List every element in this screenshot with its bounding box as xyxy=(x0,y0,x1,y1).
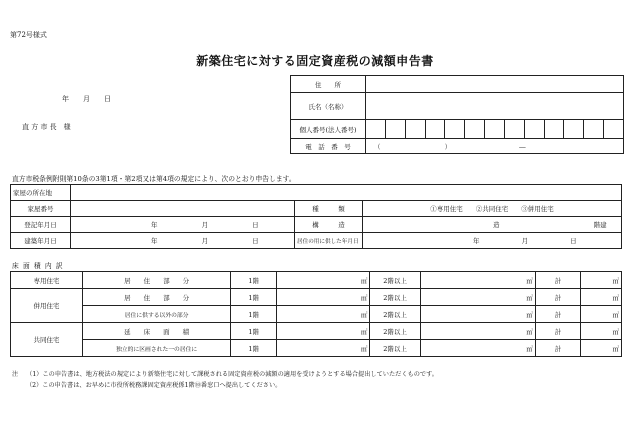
first-floor-area[interactable] xyxy=(276,323,369,340)
second-floor-area[interactable] xyxy=(420,272,535,289)
kind-options[interactable]: ①専用住宅 ②共同住宅 ③併用住宅 xyxy=(363,201,622,217)
unit: ㎡ xyxy=(612,310,619,319)
note-2: （2）この申告書は、お早めに市役所税務課固定資産税係1階⑩番窓口へ提出してください。 xyxy=(26,382,282,389)
build-date-field[interactable] xyxy=(71,233,295,249)
structure-suffix: 造 xyxy=(493,221,500,229)
structure-field[interactable] xyxy=(363,217,622,233)
unit: ㎡ xyxy=(526,310,533,319)
name-field[interactable] xyxy=(366,93,624,120)
note-1-text: （1）この申告書は、地方税法の規定により新築住宅に対して課税される固定資産税の減額の適用を受けようとする場合提出していただくものです。 xyxy=(26,371,438,378)
floors-suffix: 階建 xyxy=(593,221,607,229)
total-label: 計 xyxy=(535,340,581,357)
first-floor-label: 1階 xyxy=(231,306,277,323)
residence-date-label: 居住の用に供した年月日 xyxy=(295,233,363,249)
total-area[interactable] xyxy=(581,306,622,323)
mixed-label: 併用住宅 xyxy=(11,289,83,323)
unit: ㎡ xyxy=(360,327,368,336)
unit: ㎡ xyxy=(612,327,619,336)
kind-label: 種 類 xyxy=(295,201,363,217)
structure-label: 構 造 xyxy=(295,217,363,233)
unit: ㎡ xyxy=(526,276,533,285)
first-floor-area[interactable] xyxy=(276,306,369,323)
location-label: 家屋の所在地 xyxy=(11,185,71,201)
unit: ㎡ xyxy=(612,344,619,353)
shared-label: 共同住宅 xyxy=(11,323,83,357)
second-floor-label: 2階以上 xyxy=(370,340,420,357)
id-number-field[interactable] xyxy=(366,120,624,139)
unit: ㎡ xyxy=(360,344,368,353)
applicant-table xyxy=(290,75,624,154)
page-title: 新築住宅に対する固定資産税の減額申告書 xyxy=(196,54,434,68)
id-number-boxes xyxy=(366,120,623,138)
residential-part-label: 居 住 部 分 xyxy=(82,272,231,289)
unit: ㎡ xyxy=(526,344,533,353)
floor-area-table xyxy=(10,271,622,357)
reg-year: 年 xyxy=(151,221,158,229)
residence-date-field[interactable] xyxy=(363,233,622,249)
phone-label: 電 話 番 号 xyxy=(291,139,366,154)
total-label: 計 xyxy=(535,272,581,289)
address-label: 住 所 xyxy=(291,76,366,93)
total-area[interactable] xyxy=(581,323,622,340)
first-floor-label: 1階 xyxy=(231,272,277,289)
unit: ㎡ xyxy=(612,293,619,302)
unit: ㎡ xyxy=(526,327,533,336)
build-day: 日 xyxy=(252,237,259,245)
independent-part-label: 独立的に区画された一の居住に xyxy=(82,340,231,357)
statement: 直方市税条例附則第10条の3第1項・第2項又は第4項の規定により、次のとおり申告します。 xyxy=(12,175,296,183)
second-floor-area[interactable] xyxy=(420,306,535,323)
second-floor-area[interactable] xyxy=(420,323,535,340)
build-year: 年 xyxy=(151,237,158,245)
total-area[interactable] xyxy=(581,272,622,289)
house-number-field[interactable] xyxy=(71,201,295,217)
second-floor-area[interactable] xyxy=(420,289,535,306)
note-prefix: 注 xyxy=(12,371,19,378)
unit: ㎡ xyxy=(612,276,619,285)
dedicated-label: 専用住宅 xyxy=(11,272,83,289)
unit: ㎡ xyxy=(360,276,368,285)
total-label: 計 xyxy=(535,289,581,306)
first-floor-area[interactable] xyxy=(276,289,369,306)
res-day: 日 xyxy=(570,237,577,245)
first-floor-area[interactable] xyxy=(276,340,369,357)
total-area[interactable] xyxy=(581,289,622,306)
second-floor-label: 2階以上 xyxy=(370,289,420,306)
second-floor-area[interactable] xyxy=(420,340,535,357)
unit: ㎡ xyxy=(360,293,368,302)
name-label: 氏名（名称） xyxy=(291,93,366,120)
floor-section-label: 床 面 積 内 訳 xyxy=(12,262,64,270)
addressee: 直 方 市 長 様 xyxy=(22,123,71,131)
residential-part-label: 居 住 部 分 xyxy=(82,289,231,306)
res-year: 年 xyxy=(473,237,480,245)
second-floor-label: 2階以上 xyxy=(370,306,420,323)
unit: ㎡ xyxy=(360,310,368,319)
id-number-label: 個人番号(法人番号) xyxy=(291,120,366,139)
total-floor-area-label: 延 床 面 積 xyxy=(82,323,231,340)
total-label: 計 xyxy=(535,323,581,340)
build-month: 月 xyxy=(201,237,209,245)
address-field[interactable] xyxy=(366,76,624,93)
total-label: 計 xyxy=(535,306,581,323)
second-floor-label: 2階以上 xyxy=(370,323,420,340)
first-floor-label: 1階 xyxy=(231,323,277,340)
date-line: 年 月 日 xyxy=(62,95,111,103)
form-number: 第72号様式 xyxy=(10,31,47,39)
total-area[interactable] xyxy=(581,340,622,357)
reg-month: 月 xyxy=(201,221,209,229)
non-residential-part-label: 居住に供する以外の部分 xyxy=(82,306,231,323)
res-month: 月 xyxy=(521,237,529,245)
build-date-label: 建築年月日 xyxy=(11,233,71,249)
second-floor-label: 2階以上 xyxy=(370,272,420,289)
note-1 xyxy=(12,369,438,378)
first-floor-label: 1階 xyxy=(231,289,277,306)
reg-day: 日 xyxy=(252,221,259,229)
registration-date-label: 登記年月日 xyxy=(11,217,71,233)
phone-dash: ― xyxy=(519,142,526,151)
registration-date-field[interactable] xyxy=(71,217,295,233)
house-table xyxy=(10,184,622,249)
phone-field[interactable] xyxy=(366,139,624,154)
first-floor-label: 1階 xyxy=(231,340,277,357)
unit: ㎡ xyxy=(526,293,533,302)
first-floor-area[interactable] xyxy=(276,272,369,289)
location-field[interactable] xyxy=(71,185,622,201)
house-number-label: 家屋番号 xyxy=(11,201,71,217)
phone-paren-open: （ xyxy=(374,142,381,151)
phone-paren-close: ） xyxy=(444,142,452,151)
